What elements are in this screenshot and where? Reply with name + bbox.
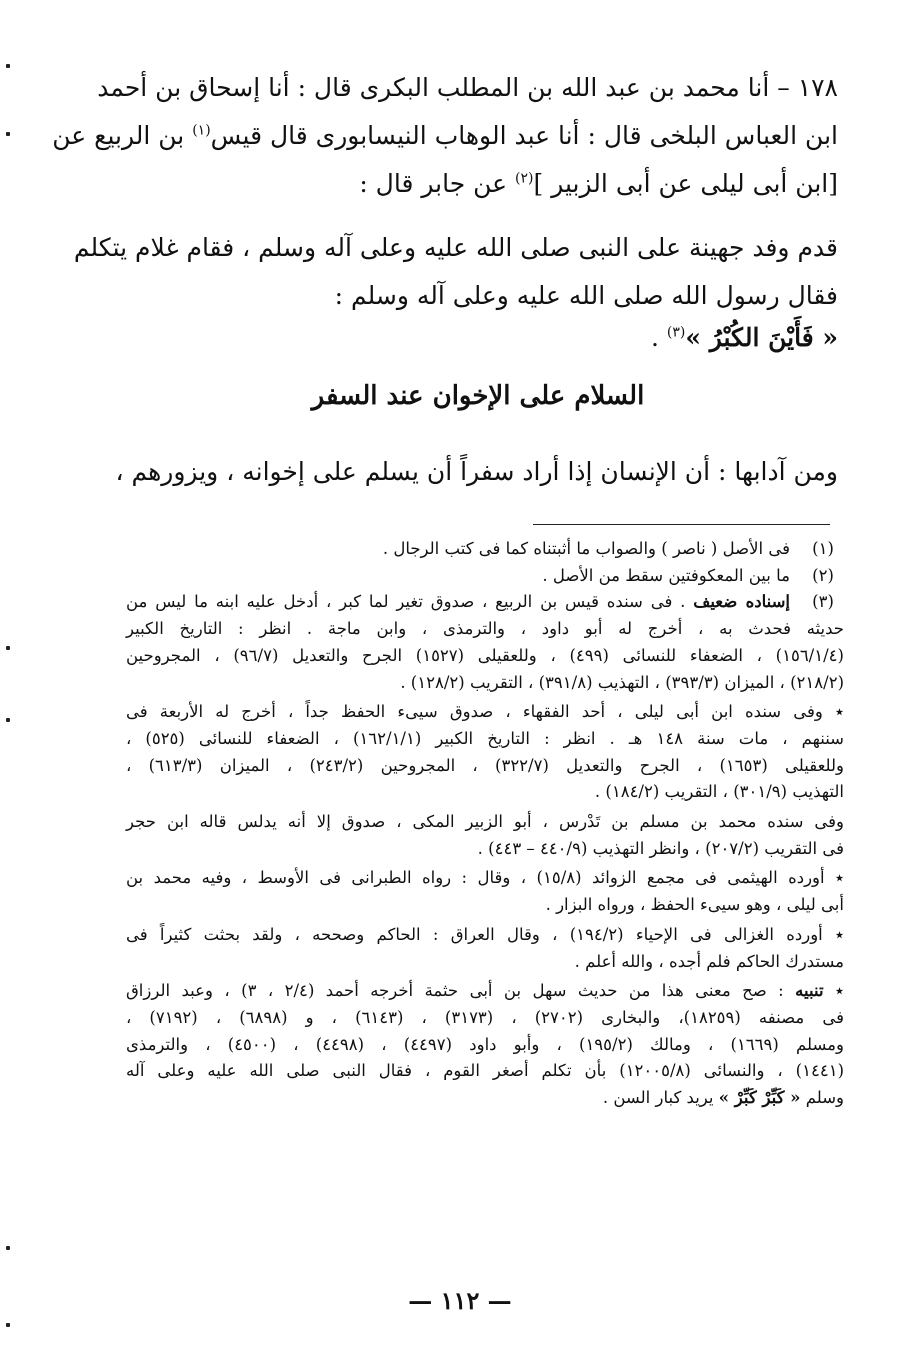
footnote-line: وللعقيلى (١٦٥٣) ، الجرح والتعديل (٣٢٢/٧) ، المجروحين (٢٤٣/٢) ، الميزان (٦١٣/٣) ، bbox=[126, 755, 845, 775]
footnote-paragraph bbox=[126, 699, 844, 806]
hadith-line bbox=[118, 320, 838, 356]
section-heading: السلام على الإخوان عند السفر bbox=[311, 381, 645, 411]
hadith-line-text: عن جابر قال : bbox=[359, 169, 508, 198]
hadith-line: ١٧٨ – أنا محمد بن عبد الله بن المطلب البكرى قال : أنا إسحاق بن أحمد bbox=[97, 73, 838, 102]
hadith-line: قدم وفد جهينة على النبى صلى الله عليه وعلى آله وسلم ، فقام غلام يتكلم bbox=[73, 233, 838, 262]
footnote-line: فى مصنفه (١٨٢٥٩)، والبخارى (٢٧٠٢) ، (٣١٧٣) ، (٦١٤٣) ، و (٦٨٩٨) ، (٧١٩٢) ، bbox=[126, 1007, 844, 1027]
footnote-line: (١٥٦/١/٤) ، الضعفاء للنسائى (٤٩٩) ، وللعقيلى (١٥٢٧) الجرح والتعديل (٩٦/٧) ، المجروحين bbox=[126, 645, 844, 665]
footnote-number: (٢) bbox=[812, 565, 834, 585]
scan-speck bbox=[6, 646, 10, 650]
footnote-line bbox=[126, 978, 844, 1005]
footnote-line-text: . فى سنده قيس بن الربيع ، صدوق تغير لما كبر ، أدخل عليه ابنه ما ليس من bbox=[126, 592, 686, 612]
footnote-separator bbox=[533, 524, 830, 525]
scan-speck bbox=[6, 132, 10, 136]
footnote-2 bbox=[126, 563, 844, 590]
footnote-line: فى التقريب (٢٠٧/٢) ، وانظر التهذيب (٤٤٠/٩ – ٤٤٣) . bbox=[477, 838, 844, 858]
footnote-paragraph bbox=[126, 978, 844, 1112]
footnote-line-text: : صح معنى هذا من حديث سهل بن أبى حثمة أخرجه أحمد (٢/٤ ، ٣) ، وعبد الرزاق bbox=[126, 981, 784, 1001]
footnote-line: مستدرك الحاكم فلم أجده ، والله أعلم . bbox=[574, 951, 844, 971]
hadith-line bbox=[118, 160, 838, 208]
footnote-paragraph bbox=[126, 809, 844, 862]
footnote-1 bbox=[126, 536, 844, 563]
footnote-text: ما بين المعكوفتين سقط من الأصل . bbox=[542, 565, 790, 585]
hadith-line-text: ابن العباس البلخى قال : أنا عبد الوهاب النيسابورى قال قيس bbox=[210, 121, 838, 150]
scan-speck bbox=[6, 1323, 10, 1327]
footnote-line bbox=[126, 589, 790, 616]
footnote-line-text: يريد كبار السن . bbox=[602, 1088, 714, 1108]
section-line: ومن آدابها : أن الإنسان إذا أراد سفراً أن يسلم على إخوانه ، ويزورهم ، bbox=[115, 457, 838, 486]
footnote-ref: (٣) bbox=[666, 324, 686, 341]
hadith-line bbox=[52, 112, 838, 160]
prophetic-saying: « كَبِّرْ كَبِّرْ » bbox=[718, 1088, 801, 1108]
footnote-line: حديثه فحدث به ، أخرج له أبو داود ، والترمذى ، وابن ماجة . انظر : التاريخ الكبير bbox=[126, 619, 844, 639]
footnote-line: أبى ليلى ، وهو سيىء الحفظ ، ورواه البزار . bbox=[545, 895, 844, 915]
footnote-number: (٣) bbox=[812, 592, 834, 612]
footnote-line: ومسلم (١٦٦٩) ، ومالك (١٩٥/٢) ، وأبو داود (٤٤٩٧) ، (٤٤٩٨) ، (٤٥٠٠) ، والترمذى bbox=[126, 1034, 844, 1054]
footnotes bbox=[126, 536, 844, 1112]
footnote-number: (١) bbox=[812, 539, 834, 558]
footnote-line-text: وسلم bbox=[805, 1088, 844, 1108]
footnote-line: ٭ وفى سنده ابن أبى ليلى ، أحد الفقهاء ، صدوق سيىء الحفظ جداً ، أخرج له الأربعة فى bbox=[126, 702, 844, 722]
footnote-text: فى الأصل ( ناصر ) والصواب ما أثبتناه كما فى كتب الرجال . bbox=[382, 539, 790, 558]
prophetic-saying: « فَأَيْنَ الكُبْرُ » bbox=[685, 323, 838, 352]
footnote-line: سننهم ، مات سنة ١٤٨ هـ . انظر : التاريخ الكبير (١٦٢/١/١) ، الضعفاء للنسائى (٥٢٥) ، bbox=[126, 728, 845, 748]
footnote-ref: (١) bbox=[192, 122, 211, 139]
page-number: — ١١٢ — bbox=[408, 1286, 512, 1315]
footnote-paragraph bbox=[126, 922, 844, 975]
footnote-line: ٭ أورده الهيثمى فى مجمع الزوائد (١٥/٨) ، وقال : رواه الطبرانى فى الأوسط ، وفيه محمد بن bbox=[126, 868, 844, 888]
footnote-paragraph bbox=[126, 865, 844, 918]
scan-speck bbox=[6, 64, 10, 68]
scan-speck bbox=[6, 1246, 10, 1250]
hadith-line: فقال رسول الله صلى الله عليه وعلى آله وسلم : bbox=[334, 281, 838, 310]
hadith-line-text: . bbox=[651, 323, 659, 352]
scan-speck bbox=[6, 718, 10, 722]
asterisk-mark: ٭ bbox=[835, 981, 844, 1001]
hadith-line-text: بن الربيع عن bbox=[52, 121, 185, 150]
footnote-line: (١٤٤١) ، والنسائى (١٢٠٠٥/٨) بأن تكلم أصغر القوم ، فقال النبى صلى الله عليه وعلى آله bbox=[126, 1061, 844, 1081]
grading-label: إسناده ضعيف bbox=[693, 592, 791, 612]
footnote-line: وفى سنده محمد بن مسلم بن تَدْرس ، أبو الزبير المكى ، صدوق إلا أنه يدلس قاله ابن حجر bbox=[126, 812, 844, 832]
footnote-ref: (٢) bbox=[515, 170, 534, 187]
hadith-line-text: [ابن أبى ليلى عن أبى الزبير ] bbox=[533, 169, 838, 198]
footnote-line: ٭ أورده الغزالى فى الإحياء (١٩٤/٢) ، وقال العراق : الحاكم وصححه ، ولقد بحثت كثيراً فى bbox=[126, 924, 844, 944]
footnote-line: التهذيب (٣٠١/٩) ، التقريب (١٨٤/٢) . bbox=[594, 782, 844, 802]
note-label: تنبيه bbox=[795, 981, 824, 1001]
section-body bbox=[115, 448, 838, 496]
footnote-line: (٢١٨/٢) ، الميزان (٣٩٣/٣) ، التهذيب (٣٩١/٨) ، التقريب (١٢٨/٢) . bbox=[400, 672, 844, 692]
footnote-3 bbox=[126, 589, 844, 1111]
hadith-178 bbox=[52, 64, 838, 356]
footnote-line bbox=[126, 1085, 844, 1112]
